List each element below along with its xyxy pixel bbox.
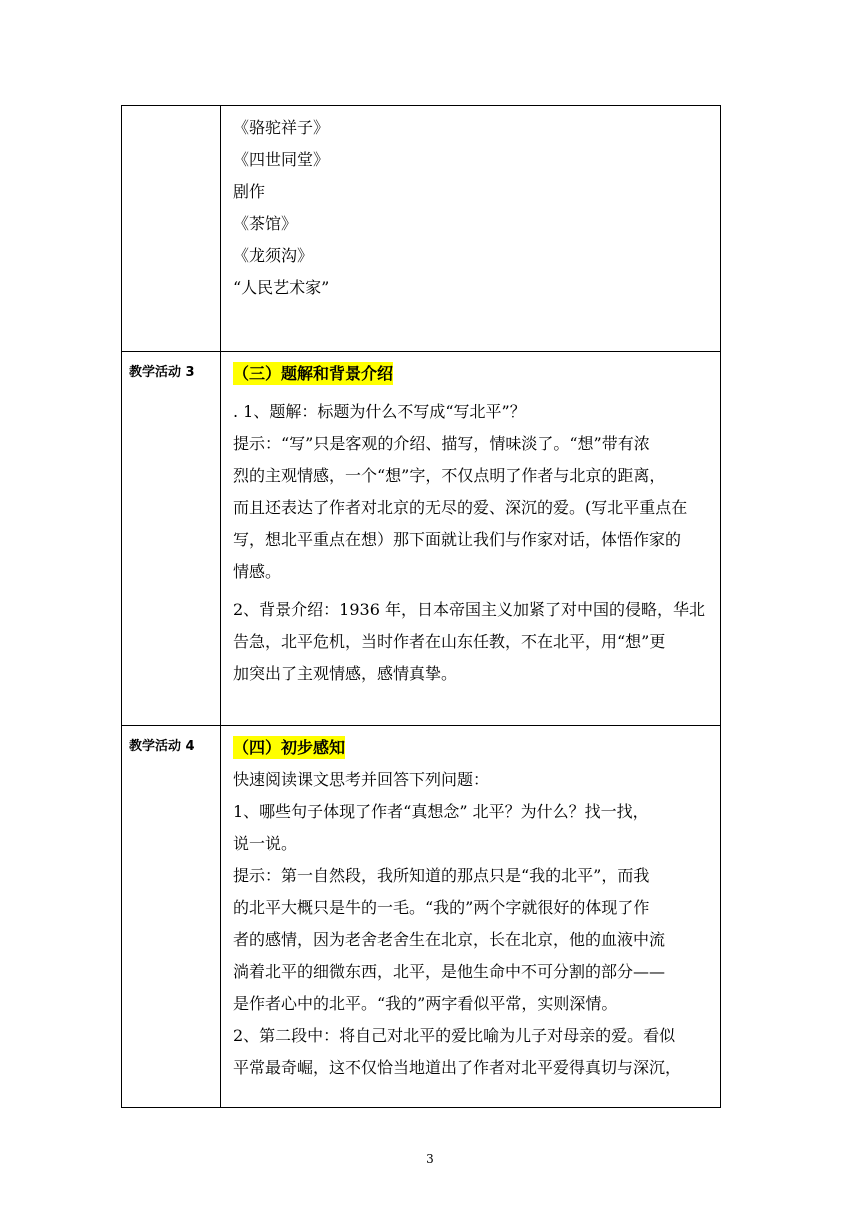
- page-number: 3: [426, 1152, 434, 1166]
- text-line: 剧作: [233, 182, 266, 201]
- row-label: 教学活动 3: [122, 352, 221, 726]
- text-line: 写，想北平重点在想）那下面就让我们与作家对话，体悟作家的: [233, 530, 682, 549]
- table-row: [122, 352, 721, 726]
- text-line: 烈的主观情感，一个“想”字，不仅点明了作者与北京的距离，: [233, 466, 666, 485]
- table-row: [122, 726, 721, 1108]
- row-content: [221, 352, 721, 726]
- row-label: 教学活动 4: [122, 726, 221, 1108]
- text-line: “人民艺术家”: [233, 278, 330, 297]
- text-line: 1、哪些句子体现了作者“真想念” 北平？为什么？找一找，: [233, 802, 649, 821]
- row-content: [221, 106, 721, 352]
- text-line: 《茶馆》: [233, 214, 298, 233]
- section-heading-line: [233, 732, 712, 764]
- section-heading: （四）初步感知: [233, 738, 346, 757]
- text-line: 的北平大概只是牛的一毛。“我的”两个字就很好的体现了作: [233, 898, 650, 917]
- text-line: 快速阅读课文思考并回答下列问题：: [233, 770, 490, 789]
- text-line: 提示：“写”只是客观的介绍、描写，情味淡了。“想”带有浓: [233, 434, 650, 453]
- row-content: [221, 726, 721, 1108]
- text-line: 《骆驼祥子》: [233, 118, 330, 137]
- text-line: 是作者心中的北平。“我的”两字看似平常，实则深情。: [233, 994, 618, 1013]
- text-line: 2、第二段中：将自己对北平的爱比喻为儿子对母亲的爱。看似: [233, 1026, 676, 1045]
- text-line: 平常最奇崛，这不仅恰当地道出了作者对北平爱得真切与深沉，: [233, 1058, 682, 1077]
- text-line: 2、背景介绍：1936 年，日本帝国主义加紧了对中国的侵略，华北: [233, 600, 705, 619]
- text-line: 而且还表达了作者对北京的无尽的爱、深沉的爱。(写北平重点在: [233, 498, 688, 517]
- text-line: 《龙须沟》: [233, 246, 314, 265]
- text-line: 加突出了主观情感，感情真挚。: [233, 664, 458, 683]
- text-line: 《四世同堂》: [233, 150, 330, 169]
- text-line: 告急，北平危机，当时作者在山东任教，不在北平，用“想”更: [233, 632, 666, 651]
- table-row: [122, 106, 721, 352]
- text-line: 者的感情，因为老舍老舍生在北京，长在北京，他的血液中流: [233, 930, 666, 949]
- section-heading-line: [233, 358, 712, 390]
- text-line: . 1、题解：标题为什么不写成“写北平”？: [233, 402, 526, 421]
- lesson-table: [121, 105, 721, 1108]
- section-heading: （三）题解和背景介绍: [233, 364, 394, 383]
- text-line: 说一说。: [233, 834, 298, 853]
- text-line: 提示：第一自然段，我所知道的那点只是“我的北平”，而我: [233, 866, 650, 885]
- text-line: 淌着北平的细微东西，北平，是他生命中不可分割的部分——: [233, 962, 666, 981]
- row-label: [122, 106, 221, 352]
- text-line: 情感。: [233, 562, 282, 581]
